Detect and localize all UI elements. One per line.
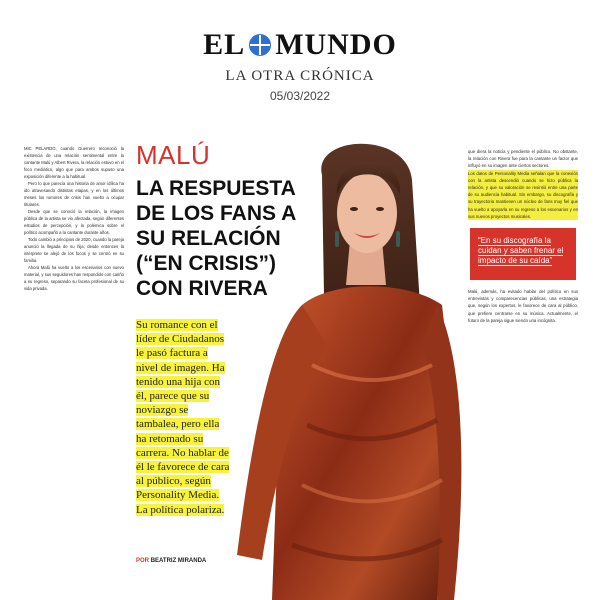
pull-quote [470,228,576,280]
left-text-column [24,145,124,600]
masthead [0,28,600,103]
left-paragraph: Ahora Malú ha vuelto a los escenarios con nuevo material, y sus seguidores han respondido con cariño a su regreso, separando su faceta profesional de su vida privada. [24,265,124,291]
newspaper-logo [203,28,397,62]
issue-date: 05/03/2022 [269,89,331,103]
pull-quote-text: “En su discografía la cuidan y saben frenar el impacto de su caída” [478,236,564,266]
singer-portrait-photo [232,135,470,600]
left-paragraph: MIC PELARDO, cuando Guerrero reconoció la existencia de una relación sentimental entre la cantante Malú y Albert Rivera, la relación estuvo en el foco mediático, algo que para ambos supuso una exposición diferente a la habitual. [24,146,124,179]
section-title: LA OTRA CRÓNICA [225,68,375,84]
right-text-column [468,148,578,600]
right-paragraph: Malú, además, ha evitado hablar del político en sus entrevistas y comparecencias públicas, una estrategia que, según los expertos, le favorece de cara al público, que prefiere centrarse en su música. Actualmente, el futuro de la pareja sigue siendo una incógnita. [468,289,578,323]
globe-icon [249,34,271,56]
article-kicker: MALÚ [136,140,211,170]
byline-author: BEATRIZ MIRANDA [150,558,207,564]
article-lede [136,318,232,517]
byline [136,558,206,564]
right-highlighted-paragraph: Los datos de Personality Media señalan que la conexión con la artista descendió cuando se hizo pública la relación, y que su valoración se resintió entre una parte de su audiencia habitual. Sin embargo, su discografía y su trayectoria mantienen un núcleo de fans muy fiel que ha vuelto a apoyarla en su regreso a los escenarios y en sus nuevos proyectos musicales. [468,170,578,219]
left-paragraph: Desde que se conoció la relación, la imagen pública de la artista se vio afectada, según diferentes estudios de percepción, y la polémica sobre el político acompañó a la cantante durante años. [24,209,124,235]
article-headline: LA RESPUESTA DE LOS FANS A SU RELACIÓN (“EN CRISIS”) CON RIVERA [136,177,296,300]
lede-text: Su romance con el líder de Ciudadanos le pasó factura a nivel de imagen. Ha tenido una hija con él, parece que su noviazgo se tambalea, pero ella ha retomado su carrera. No hablar de él le favorece de cara al público, según Personality Media. La política polariza. [136,319,230,516]
byline-prefix: POR [136,558,150,564]
left-paragraph: Todo cambió a principios de 2020, cuando la pareja anunció la llegada de su hija; desde entonces la intérprete se alejó de los focos y se centró en su familia. [24,237,124,263]
right-paragraph: que diera la noticia y pendiente el público. No obstante, la relación con Rivera fue para la cantante un factor que influyó en su imagen ante ciertos sectores. [468,149,578,169]
logo-text-right: MUNDO [275,28,397,61]
logo-text-left: EL [203,28,246,61]
left-paragraph: Pero lo que parecía una historia de amor idílica ha ido atravesando distintas etapas, y en los últimos meses los rumores de crisis han vuelto a ocupar titulares. [24,181,124,207]
